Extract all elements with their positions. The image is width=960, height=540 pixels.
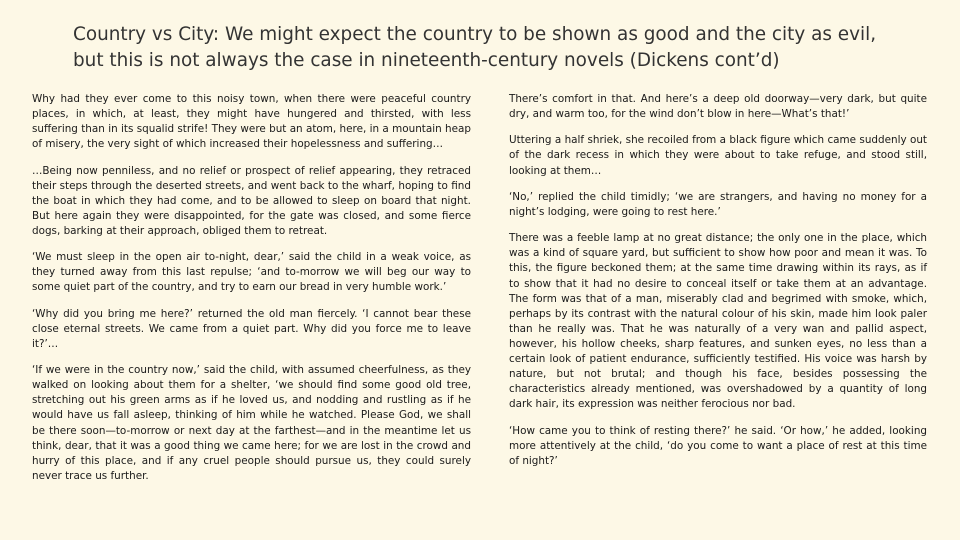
right-paragraph: ‘No,’ replied the child timidly; ‘we are strangers, and having no money for a night’s lodging, were going to rest here.’ [509,190,927,218]
right-paragraph: There’s comfort in that. And here’s a deep old doorway—very dark, but quite dry, and warm too, for the wind don’t blow in here—What’s that!’ [509,93,927,121]
left-paragraph: …Being now penniless, and no relief or prospect of relief appearing, they retraced their steps through the deserted streets, and went back to the wharf, hoping to find the boat in which they had come, and to be allowed to sleep on board that night. But here again they were disappointed, for the gate was closed, and some fierce dogs, barking at their approach, obliged them to retreat. [32,164,471,237]
left-paragraph: ‘Why did you bring me here?’ returned the old man fiercely. ‘I cannot bear these close eternal streets. We came from a quiet part. Why did you force me to leave it?’… [32,307,471,350]
right-paragraph: ‘How came you to think of resting there?’ he said. ‘Or how,’ he added, looking more attentively at the child, ‘do you come to want a place of rest at this time of night?’ [509,424,927,467]
left-paragraph: Why had they ever come to this noisy town, when there were peaceful country places, in which, at least, they might have hungered and thirsted, with less suffering than in its squalid strife! They were but an atom, here, in a mountain heap of misery, the very sight of which increased their hopelessness and suffering… [32,93,471,151]
left-paragraph: ‘If we were in the country now,’ said the child, with assumed cheerfulness, as they walked on looking about them for a shelter, ‘we should find some good old tree, stretching out his green arms as if he loved us, and nodding and rustling as if he would have us fall asleep, thinking of him while he watched. Please God, we shall be there soon—to-morrow or next day at the farthest—and in the meantime let us think, dear, that it was a good thing we came here; for we are lost in the crowd and hurry of this place, and if any cruel people should pursue us, they could surely never trace us further. [32,364,471,482]
right-paragraph: There was a feeble lamp at no great distance; the only one in the place, which was a kind of square yard, but sufficient to show how poor and mean it was. To this, the figure beckoned them; at the same time drawing within its rays, as if to show that it had no desire to conceal itself or take them at an advantage. The form was that of a man, miserably clad and begrimed with smoke, which, perhaps by its contrast with the natural colour of his skin, made him look paler than he really was. That he was naturally of a very wan and pallid aspect, however, his hollow cheeks, sharp features, and sunken eyes, no less than a certain look of patient endurance, sufficiently testified. His voice was harsh by nature, but not brutal; and though his face, besides possessing the characteristics already mentioned, was overshadowed by a quantity of long dark hair, its expression was neither ferocious nor bad. [509,232,927,411]
left-text-column [32,92,471,495]
right-paragraph: Uttering a half shriek, she recoiled from a black figure which came suddenly out of the dark recess in which they were about to take refuge, and stood still, looking at them… [509,134,927,177]
left-paragraph: ‘We must sleep in the open air to-night, dear,’ said the child in a weak voice, as they turned away from this last repulse; ‘and to-morrow we will beg our way to some quiet part of the country, and try to earn our bread in very humble work.’ [32,251,471,294]
slide-title: Country vs City: We might expect the country to be shown as good and the city as evil, but this is not always the case in nineteenth-century novels (Dickens cont’d) [73,24,877,71]
right-text-column [509,92,927,480]
